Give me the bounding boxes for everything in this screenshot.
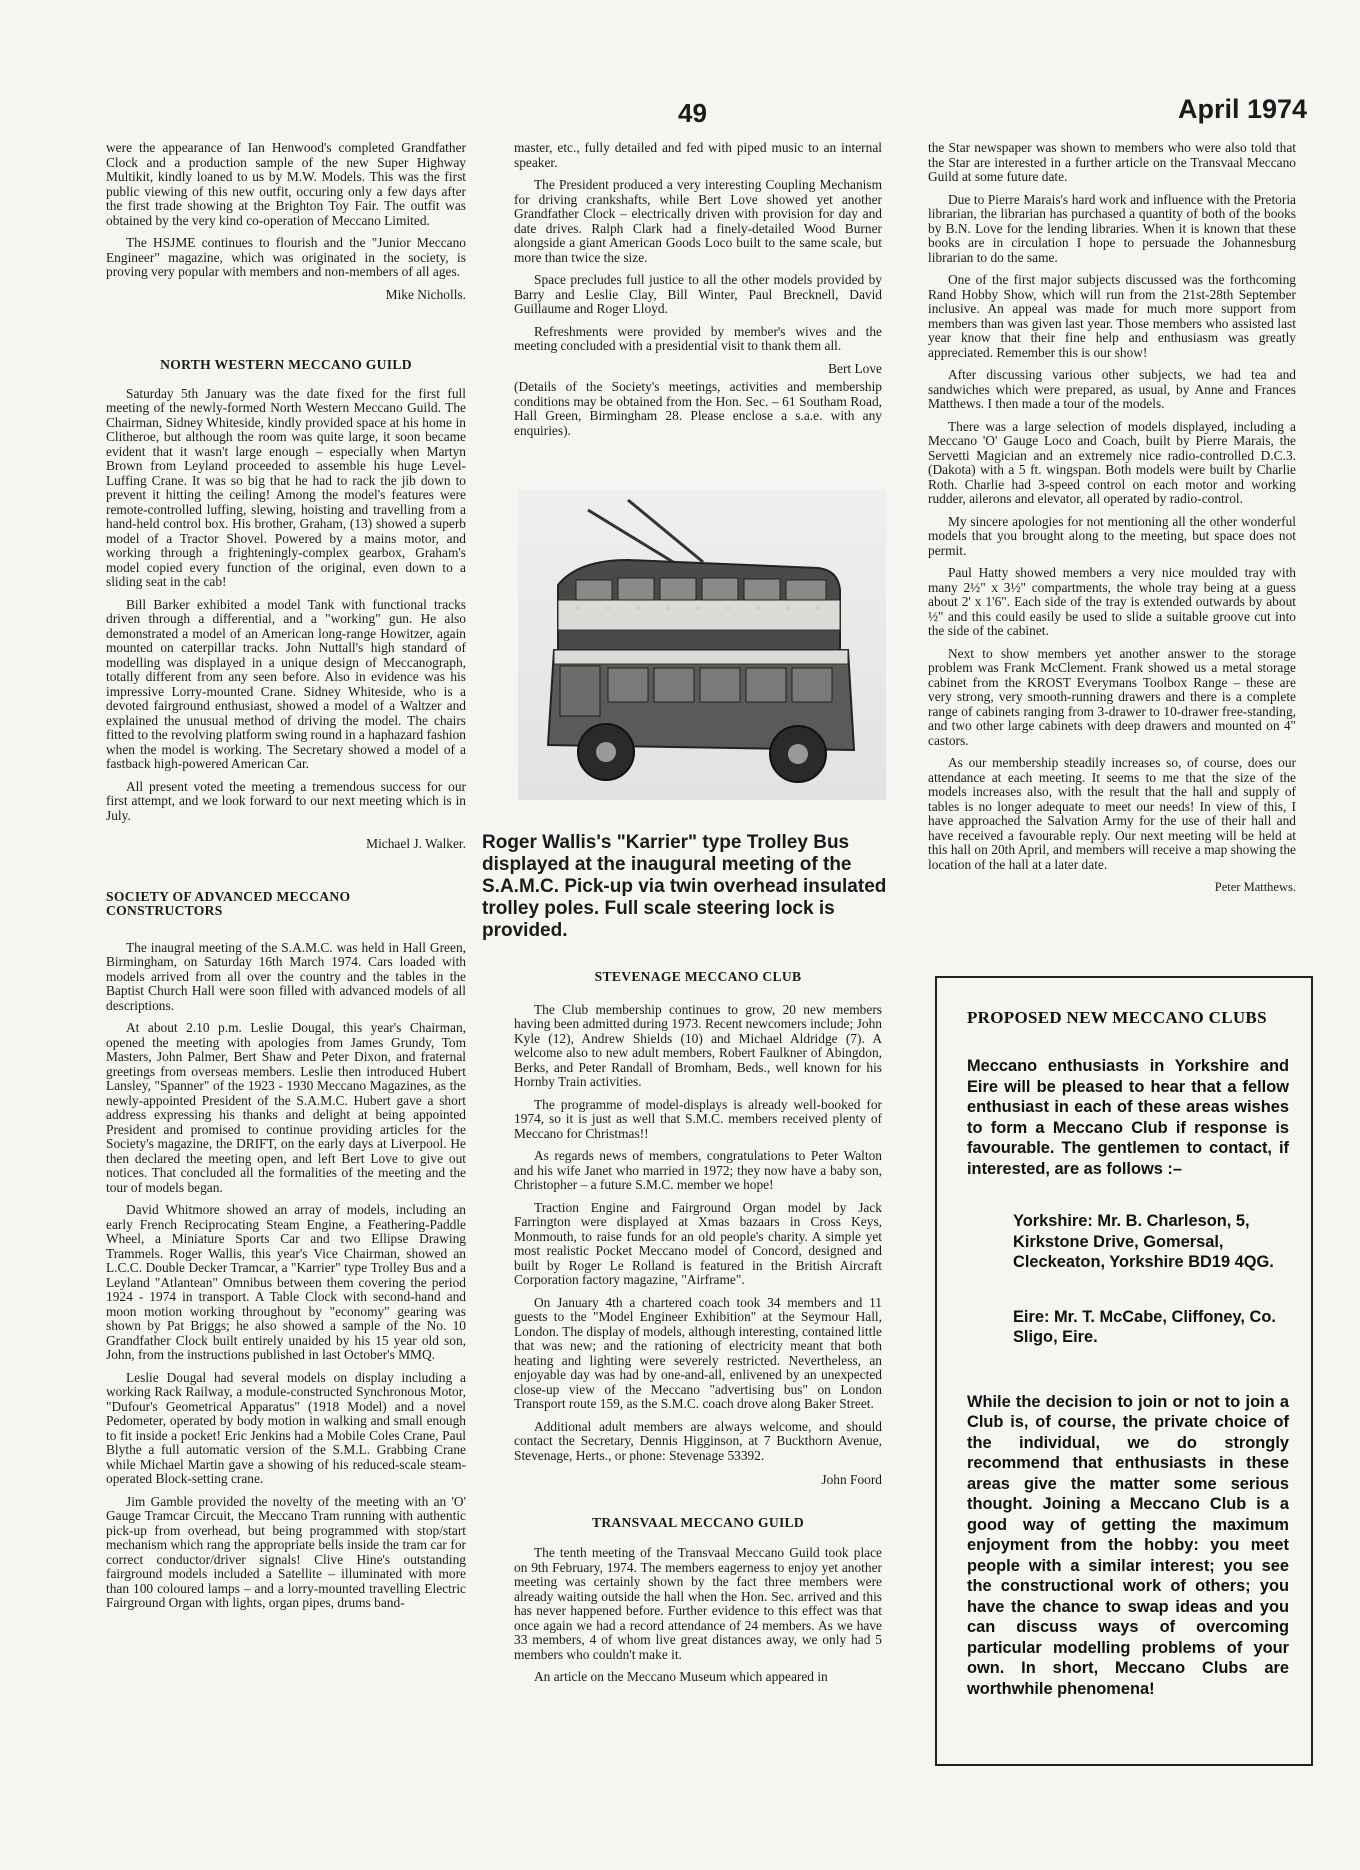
- signature-john-foord: John Foord: [821, 1472, 882, 1487]
- paragraph: Additional adult members are always welcome, and should contact the Secretary, Dennis Higginson, at 7 Buckthorn Avenue, Stevenage, Herts., or phone: Stevenage 53392.: [514, 1418, 882, 1463]
- column-left: [106, 141, 466, 1619]
- paragraph: The inaugral meeting of the S.A.M.C. was held in Hall Green, Birmingham, on Saturday 16th March 1974. Cars loaded with models arrived from all over the country and the tables in the Baptist Church Hall were soon filled with advanced models of all descriptions.: [106, 939, 466, 1013]
- column-middle-lower: [514, 970, 882, 1693]
- paragraph: Leslie Dougal had several models on display including a working Rack Railway, a module-constructed Synchronous Motor, "Dufour's Geometrical Apparatus" (1918 Model) and a novel Pedometer, operated by body motion in walking and small enough to fit inside a pocket! Eric Jenkins had a Mobile Coles Crane, Paul Blythe a full automatic version of the S.M.L. Grabbing Crane while Michael Martin gave a showing of his reduced-scale steam-operated Block-setting crane.: [106, 1369, 466, 1486]
- issue-date: April 1974: [1178, 94, 1308, 124]
- paragraph: As regards news of members, congratulations to Peter Walton and his wife Janet who married in 1972; they now have a baby son, Christopher – a future S.M.C. member we hope!: [514, 1148, 882, 1192]
- yorkshire-contact: Yorkshire: Mr. B. Charleson, 5, Kirkstone Drive, Gomersal, Cleckeaton, Yorkshire BD19 4QG.: [1013, 1212, 1274, 1271]
- photo-caption: Roger Wallis's "Karrier" type Trolley Bus displayed at the inaugural meeting of the S.A.M.C. Pick-up via twin overhead insulated trolley poles. Full scale steering lock is provided.: [482, 832, 887, 941]
- trolley-bus-photo: [518, 490, 886, 800]
- signature-mike-nicholls: Mike Nicholls.: [385, 286, 466, 302]
- paragraph: All present voted the meeting a tremendous success for our first attempt, and we look forward to our next meeting which is in July.: [106, 778, 466, 823]
- heading-samc: SOCIETY OF ADVANCED MECCANO CONSTRUCTORS: [106, 888, 351, 918]
- box-intro: Meccano enthusiasts in Yorkshire and Eire will be pleased to hear that a fellow enthusiast in each of these areas wishes to form a Meccano Club if response is favourable. The gentlemen to contact, if interested, are as follows :–: [967, 1057, 1289, 1178]
- paragraph: Traction Engine and Fairground Organ model by Jack Farrington were displayed at Xmas bazaars in Cross Keys, Monmouth, to raise funds for an old people's charity. A simple yet most realistic Pocket Meccano model of Concord, designed and built by Roger Le Rolland is featured in the British Aircraft Corporation factory magazine, "Airframe".: [514, 1199, 882, 1287]
- paragraph: The programme of model-displays is already well-booked for 1974, so it is just as well that S.M.C. members received plenty of Meccano for Christmas!!: [514, 1096, 882, 1141]
- paragraph: Refreshments were provided by member's wives and the meeting concluded with a presidential visit to thank them all.: [514, 323, 882, 353]
- signature-peter-matthews: Peter Matthews.: [1214, 880, 1296, 894]
- paragraph: Bill Barker exhibited a model Tank with functional tracks driven through a differential, and a "working" gun. He also demonstrated a model of an American long-range Howitzer, again mounted on caterpillar tracks. John Nuttall's high standard of modelling was displayed in a unique design of Meccanograph, totally different from any seen before. Also in evidence was his impressive Lorry-mounted Crane. Sidney Whiteside, who is a devoted fairground enthusiast, showed a model of a Waltzer and explained the unusual method of driving the model. The chairs fitted to the revolving platform swing round in a haphazard fashion when the model is working. The Secretary showed a model of a fastback high-powered American Car.: [106, 596, 466, 771]
- paragraph: At about 2.10 p.m. Leslie Dougal, this year's Chairman, opened the meeting with apologies from James Grundy, Tom Masters, John Palmer, Bert Shaw and Peter Dixon, and fraternal greetings from overseas members. Leslie then introduced Hubert Lansley, "Spanner" of the 1923 - 1930 Meccano Magazines, as the newly-appointed President of the S.A.M.C. Hubert gave a short address expressing his thanks and delight at being appointed President and promised to continue providing articles for the Society's magazine, the DRIFT, on the early days at Liverpool. He then declared the meeting open, and left Bert Love to give out notices. That concluded all the formalities of the meeting and the tour of models began.: [106, 1020, 466, 1195]
- paragraph: There was a large selection of models displayed, including a Meccano 'O' Gauge Loco and Coach, built by Pierre Marais, the Servetti Magician and an extremely nice radio-controlled D.C.3. (Dakota) with a 5 ft. wingspan. Both models were built by Charlie Roth. Charlie had 3-speed control on each motor and working rudder, ailerons and elevator, all operated by radio-control.: [928, 418, 1296, 506]
- page-number: 49: [678, 98, 707, 128]
- paragraph: The Club membership continues to grow, 20 new members having been admitted during 1973. Recent newcomers include; John Kyle (12), Andrew Shields (10) and Michael Aldridge (7). A welcome also to new adult members, Robert Faulkner of Abingdon, Berks, and Peter Randall of Bromham, Beds., well known for his Hornby Train activities.: [514, 1001, 882, 1089]
- paragraph: The President produced a very interesting Coupling Mechanism for driving crankshafts, while Bert Love showed yet another Grandfather Clock – electrically driven with provision for day and date drives. Ralph Clark had a finely-detailed Wood Burner alongside a giant American Goods Loco built to the same scale, but more than twice the size.: [514, 177, 882, 265]
- paragraph: Jim Gamble provided the novelty of the meeting with an 'O' Gauge Tramcar Circuit, the Meccano Tram running with authentic pick-up from overhead, but being programmed with stop/start mechanism which rang the appropriate bells inside the tram car for correct conductor/driver signals! Clive Hine's outstanding fairground models included a Satellite – illuminated with more than 100 coloured lamps – and a lorry-mounted travelling Electric Fairground Organ with lights, organ pipes, drums band-: [106, 1493, 466, 1610]
- paragraph: An article on the Meccano Museum which appeared in: [534, 1669, 828, 1684]
- heading-north-western-meccano-guild: NORTH WESTERN MECCANO GUILD: [160, 357, 412, 372]
- paragraph: Paul Hatty showed members a very nice moulded tray with many 2½" x 3½" compartments, the whole tray being at a guess about 2' x 1'6". Each side of the tray is extended outwards by about ½" and this could easily be used to slide a suitable groove cut into the side of the cabinet.: [928, 565, 1296, 638]
- trolley-bus-illustration: [518, 490, 886, 800]
- signature-bert-love: Bert Love: [828, 360, 882, 376]
- paragraph: The tenth meeting of the Transvaal Meccano Guild took place on 9th February, 1974. The members eagerness to enjoy yet another meeting was certainly shown by the fact three members were already waiting outside the hall when the Hon. Sec. arrived and this has never happened before. Further evidence to this effect was that once again we had a record attendance of 24 members. As we have 33 members, 4 of whom live great distances away, we only had 5 members who couldn't make it.: [514, 1545, 882, 1662]
- eire-contact: Eire: Mr. T. McCabe, Cliffoney, Co. Sligo, Eire.: [1013, 1307, 1276, 1346]
- paragraph: Space precludes full justice to all the other models provided by Barry and Leslie Clay, Bill Winter, Paul Brecknell, David Guillaume and Roger Lloyd.: [514, 272, 882, 316]
- proposed-clubs-box: [935, 976, 1313, 1766]
- column-middle: [514, 141, 882, 446]
- paragraph: were the appearance of Ian Henwood's completed Grandfather Clock and a production sample of the new Super Highway Multikit, kindly loaned to us by M.W. Models. This was the first public viewing of this new outfit, occuring only a few days after the first trade showing at the Brighton Toy Fair. The outfit was obtained by the very kind co-operation of Meccano Limited.: [106, 140, 466, 228]
- paragraph: The HSJME continues to flourish and the "Junior Meccano Engineer" magazine, which was originated in the society, is proving very popular with members and non-members of all ages.: [106, 235, 466, 279]
- paragraph: David Whitmore showed an array of models, including an early French Reciprocating Steam Engine, a Feathering-Paddle Wheel, a Miniature Sports Car and two Ellipse Drawing Trammels. Roger Wallis, this year's Vice Chairman, showed an L.C.C. Double Decker Tramcar, a "Karrier" type Trolley Bus and a Leyland "Atlantean" Omnibus between them covering the period 1924 - 1974 in transport. A Table Clock with second-hand and moon motion working throughout by "economy" gearing was shown by Pat Briggs; he also showed a sample of the No. 10 Grandfather Clock built entirely unaided by his 15 year old son, John, from the instructions published in last October's MMQ.: [106, 1202, 466, 1362]
- heading-stevenage-meccano-club: STEVENAGE MECCANO CLUB: [594, 969, 802, 984]
- box-closing: While the decision to join or not to join a Club is, of course, the private choice of the individual, we do strongly recommend that enthusiasts in these areas give the matter some serious thought. Joining a Meccano Club is a good way of getting the maximum enjoyment from the hobby: you meet people with a similar interest; you see the constructional work of others; you have the chance to swap ideas and you can discuss ways of overcoming particular modelling problems of your own. In short, Meccano Clubs are worthwhile phenomena!: [967, 1392, 1289, 1698]
- society-note: (Details of the Society's meetings, activities and membership conditions may be obtained from the Hon. Sec. – 61 Southam Road, Hall Green, Birmingham 28. Please enclose a s.a.e. with any enquiries).: [514, 379, 882, 438]
- paragraph: As our membership steadily increases so, of course, does our attendance at each meeting. It seems to me that the size of the models increases also, with the result that the hall and supply of tables is no longer adequate to meet our needs! In view of this, I have approached the Salvation Army for the use of their hall and have received a favourable reply. Our next meeting will be held at this hall on 20th April, and members will receive a map showing the location of the hall at a later date.: [928, 755, 1296, 872]
- heading-transvaal-meccano-guild: TRANSVAAL MECCANO GUILD: [591, 1514, 805, 1530]
- paragraph: Due to Pierre Marais's hard work and influence with the Pretoria librarian, the librarian has purchased a quantity of both of the books by B.N. Love for the lending libraries. When it is known that these books are in circulation I hope to persuade the Johannesburg librarian to do the same.: [928, 191, 1296, 265]
- paragraph: On January 4th a chartered coach took 34 members and 11 guests to the "Model Engineer Exhibition" at the Seymour Hall, London. The display of models, although interesting, contained little that was new; and the rationing of electricity meant that both heating and lighting were severely restricted. Nevertheless, an enjoyable day was had by one-and-all, enlivened by an unexpected close-up view of the Meccano "advertising bus" on London Transport route 159, as the S.M.C. coach drove along Baker Street.: [514, 1294, 882, 1411]
- signature-michael-walker: Michael J. Walker.: [366, 836, 466, 851]
- column-right: [928, 141, 1296, 909]
- paragraph: My sincere apologies for not mentioning all the other wonderful models that you brought along to the meeting, but space does not permit.: [928, 513, 1296, 558]
- paragraph: One of the first major subjects discussed was the forthcoming Rand Hobby Show, which will run from the 21st-28th September inclusive. An appeal was made for much more support from members than was given last year. Those members who assisted last year know that their fine help and enthusiasm was greatly appreciated. Remember this is our show!: [928, 272, 1296, 360]
- paragraph: the Star newspaper was shown to members who were also told that the Star are interested in a further article on the Transvaal Meccano Guild at some future date.: [928, 140, 1296, 184]
- paragraph: Next to show members yet another answer to the storage problem was Frank McClement. Frank showed us a metal storage cabinet from the KROST Everymans Toolbox Range – these are very strong, very smooth-running drawers and there is a complete range of cabinets ranging from 3-drawer to 10-drawer free-standing, and two other large cabinets with deep drawers and mounted on 4" castors.: [928, 645, 1296, 748]
- paragraph: master, etc., fully detailed and fed with piped music to an internal speaker.: [514, 140, 882, 170]
- box-heading: PROPOSED NEW MECCANO CLUBS: [967, 1008, 1267, 1027]
- paragraph: After discussing various other subjects, we had tea and sandwiches which were prepared, as usual, by Anne and Frances Matthews. I then made a tour of the models.: [928, 367, 1296, 411]
- paragraph: Saturday 5th January was the date fixed for the first full meeting of the newly-formed North Western Meccano Guild. The Chairman, Sidney Whiteside, kindly provided space at his home in Clitheroe, but although the room was quite large, it soon became evident that it wasn't large enough – especially when Martyn Brown from Leyland proceeded to assemble his huge Level-Luffing Crane. It was so big that he had to rack the jib down to prevent it hitting the ceiling! Among the model's features were remote-controlled luffing, slewing, hoisting and travelling from a hand-held control box. His brother, Graham, (13) showed a superb model of a Tractor Shovel. Powered by a mains motor, and working through a frighteningly-complex gearbox, Graham's model copied every function of the original, even down to a sliding seat in the cab!: [106, 385, 466, 589]
